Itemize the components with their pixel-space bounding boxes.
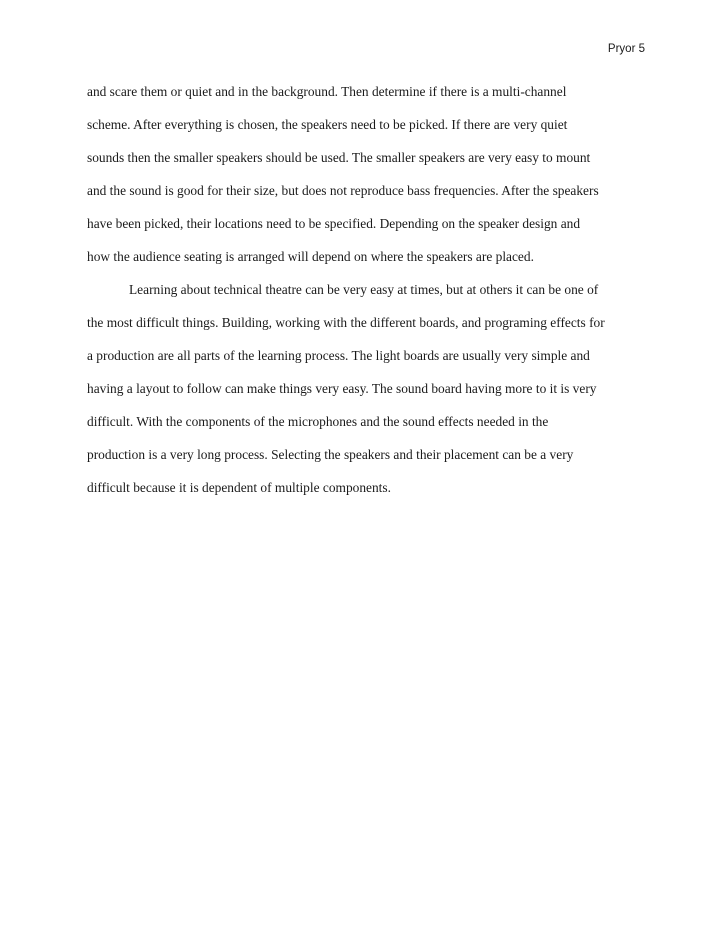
text-line: sounds then the smaller speakers should be used. The smaller speakers are very easy to mount	[87, 150, 591, 165]
text-line: having a layout to follow can make things very easy. The sound board having more to it is very	[87, 381, 597, 396]
text-line: the most difficult things. Building, working with the different boards, and programing effects for	[87, 315, 605, 330]
text-line: how the audience seating is arranged will depend on where the speakers are placed.	[87, 249, 534, 264]
text-line: a production are all parts of the learning process. The light boards are usually very simple and	[87, 348, 590, 363]
text-line: Learning about technical theatre can be very easy at times, but at others it can be one of	[129, 282, 599, 297]
text-line: and scare them or quiet and in the background. Then determine if there is a multi-channel	[87, 84, 567, 99]
text-line: production is a very long process. Selecting the speakers and their placement can be a very	[87, 447, 574, 462]
text-line: difficult because it is dependent of multiple components.	[87, 480, 391, 495]
text-line: have been picked, their locations need to be specified. Depending on the speaker design and	[87, 216, 581, 231]
text-line: scheme. After everything is chosen, the speakers need to be picked. If there are very quiet	[87, 117, 568, 132]
paragraph	[87, 273, 647, 504]
page-header: Pryor 5	[607, 43, 645, 55]
text-line: and the sound is good for their size, but does not reproduce bass frequencies. After the speakers	[87, 183, 599, 198]
text-line: difficult. With the components of the microphones and the sound effects needed in the	[87, 414, 549, 429]
paragraph	[87, 75, 647, 273]
body-text	[87, 75, 647, 504]
